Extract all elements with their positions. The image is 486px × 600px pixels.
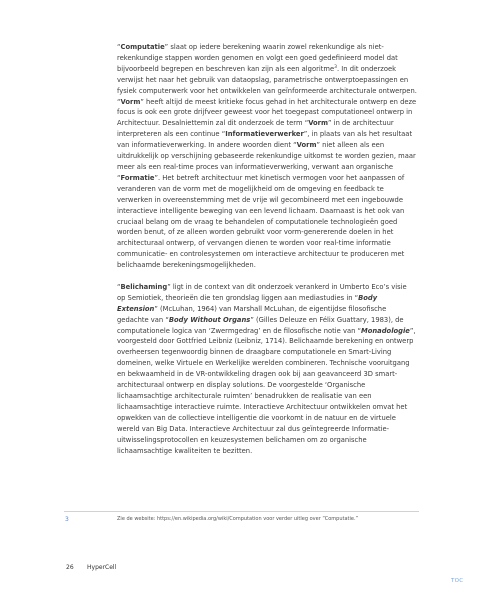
emphasis-term: Body Extension bbox=[117, 293, 378, 313]
toc-link[interactable]: TOC bbox=[451, 578, 464, 584]
emphasis-term: Vorm bbox=[296, 141, 317, 150]
text-run: ” (Gilles Deleuze en Félix Guattary, 1983), de computationele logica van ‘Zwermgedrag’ en de filosofische notie van “ bbox=[117, 315, 404, 335]
emphasis-term: Formatie bbox=[120, 173, 155, 182]
running-title: HyperCell bbox=[87, 564, 117, 571]
text-run: ” niet alleen als een uitdrukkelijk op verschijning gebaseerde rekenkundige uitkomst te worden gezien, maar meer als een real-time proces van informatieverwerking, verwant aan organische “ bbox=[117, 141, 416, 182]
footnote-divider bbox=[64, 511, 419, 512]
footnote-text: Zie de website: https://en.wikipedia.org/wiki/Computation voor verder uitleg over “Computatie.” bbox=[117, 516, 359, 522]
footnote-reference: 3 bbox=[334, 64, 337, 70]
emphasis-term: Monadologie bbox=[361, 326, 410, 335]
paragraph-computatie bbox=[117, 42, 417, 271]
emphasis-term: Vorm bbox=[308, 119, 329, 128]
emphasis-term: Vorm bbox=[120, 97, 141, 106]
emphasis-term: Computatie bbox=[120, 43, 165, 51]
emphasis-term: Informatieverwerker bbox=[225, 130, 304, 139]
text-run: “ bbox=[117, 43, 121, 51]
body-text bbox=[117, 42, 417, 467]
text-run: ”, voorgesteld door Gottfried Leibniz (Leibniz, 1714). Belichaamde berekening en ontwerp overheersen tegenwoordig binnen de draagbare computationele en Smart-Living domeinen, welke Virtuele en Werkelijke werelden combineren. Technische vooruitgang en bekwaamheid in de VR-ontwikkeling dragen ook bij aan geavanceerd 3D smart-architecturaal ontwerp en display solutions. De voorgestelde ‘Organische lichaamsachtige architecturale ruimten’ benadrukken de realisatie van een lichaamsachtige interactieve ruimte. Interactieve Architectuur ontwikkelen omvat het opwekken van de collectieve intelligentie die voorkomt in de natuur en de virtuele wereld van Big Data. Interactieve Architectuur zal dus geïntegreerde Informatie-uitwisselingsprotocollen en keuzesystemen belichamen om zo organische lichaamsachtige kwaliteiten te bezitten. bbox=[117, 326, 416, 455]
footnote-number: 3 bbox=[65, 516, 69, 523]
text-run: ” (McLuhan, 1964) van Marshall McLuhan, de eigentijdse filosofische gedachte van “ bbox=[117, 304, 387, 324]
text-run: . In dit onderzoek verwijst het naar het gebruik van dataopslag, parametrische ontwerptoepassingen en fysiek computerwerk voor het ontwikkelen van geïnformeerde architecturale ontwerpen. “ bbox=[117, 64, 417, 106]
text-run: ” in de architectuur interpreteren als een continue “ bbox=[117, 119, 394, 139]
text-run: “ bbox=[117, 282, 121, 291]
text-run: ” slaat op iedere berekening waarin zowel rekenkundige als niet-rekenkundige stappen worden genomen en volgt een goed gedefinieerd model dat bijvoorbeeld begrepen en beschreven kan zijn als een algoritme bbox=[117, 43, 398, 73]
emphasis-term: Belichaming bbox=[120, 282, 168, 291]
page-number: 26 bbox=[66, 564, 74, 571]
text-run: ” heeft altijd de meest kritieke focus gehad in het architecturale ontwerp en deze focus is ook een grote drijfveer geweest voor het toegepast computationeel ontwerp in Architectuur. Desalniettemin zal dit onderzoek de term “ bbox=[117, 97, 417, 128]
text-run: ” ligt in de context van dit onderzoek verankerd in Umberto Eco’s visie op Semiotiek, theorieën die ten grondslag liggen aan mediastudies in “ bbox=[117, 282, 407, 302]
emphasis-term: Body Without Organs bbox=[168, 315, 251, 324]
text-run: ”, in plaats van als het resultaat van informatieverwerking. In andere woorden dient “ bbox=[117, 130, 413, 150]
text-run: ”. Het betreft architectuur met kinetisch vermogen voor het aanpassen of veranderen van de vorm met de mogelijkheid om de omgeving en feedback te verwerken in overeenstemming met de vrije wil gecombineerd met een ingebouwde interactieve intelligente beweging van een levend lichaam. Daarnaast is het ook van cruciaal belang om de vraag te behandelen of computationele technologieën goed worden benut, of ze alleen worden gebruikt voor vorm-genererende doelen in het architecturaal ontwerp, of vervangen dienen te worden voor real-time informatie communicatie- en controlesystemen om interactieve architectuur te produceren met belichaamde berekeningsmogelijkheden. bbox=[117, 173, 405, 270]
paragraph-belichaming bbox=[117, 282, 417, 457]
